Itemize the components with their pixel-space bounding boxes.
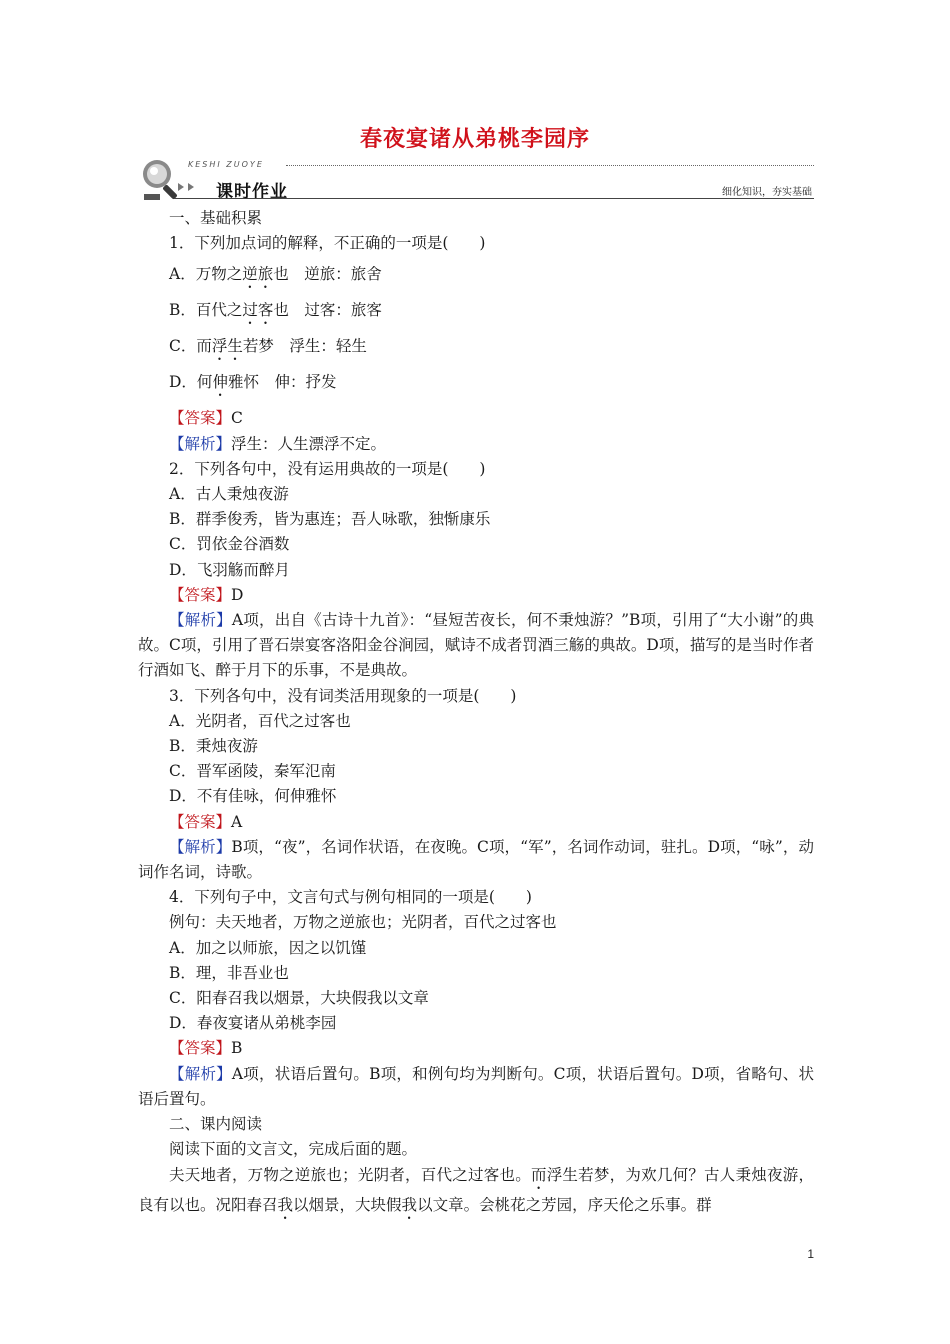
section-heading: 二、课内阅读 (169, 1115, 263, 1134)
page-number: 1 (807, 1247, 814, 1261)
section-heading: 一、基础积累 (169, 209, 263, 227)
option-d: D．不有佳咏，何伸雅怀 (169, 787, 337, 806)
banner-heading (174, 178, 342, 202)
option-c: C．而浮生若梦 浮生：轻生 (169, 337, 367, 356)
banner-pinyin: KESHI ZUOYE (188, 160, 264, 169)
option-c: C．晋军函陵，秦军氾南 (169, 762, 336, 781)
option-a: A．加之以师旅，因之以饥馑 (169, 938, 367, 957)
option-b: B．群季俊秀，皆为惠连；吾人咏歌，独惭康乐 (169, 510, 491, 529)
reading-instruction: 阅读下面的文言文，完成后面的题。 (169, 1140, 418, 1159)
option-a: A．万物之逆旅也 逆旅：旅舍 (169, 265, 382, 284)
arrow-icon (174, 178, 214, 196)
option-a: A．光阴者，百代之过客也 (169, 711, 351, 730)
option-b: B．秉烛夜游 (169, 737, 258, 756)
analysis-line: 【解析】A项，出自《古诗十九首》：“昼短苦夜长，何不秉烛游？”B项，引用了“大小谢”的典故。C项，引用了晋石崇宴客洛阳金谷涧园，赋诗不成者罚酒三觞的典故。D项，描写的是当时作者行酒如飞、醉于月下的乐事，不是典故。 (138, 611, 814, 680)
option-d: D．飞羽觞而醉月 (169, 560, 290, 579)
answer-line: 【答案】C (169, 409, 243, 428)
question-stem: 4．下列句子中，文言句式与例句相同的一项是( ) (169, 888, 532, 907)
answer-line: 【答案】A (169, 812, 243, 831)
page-title: 春夜宴诸从弟桃李园序 (359, 126, 590, 152)
analysis-line: 【解析】浮生：人生漂浮不定。 (169, 434, 387, 453)
option-a: A．古人秉烛夜游 (169, 485, 289, 504)
option-b: B．理，非吾业也 (169, 963, 289, 982)
answer-line: 【答案】B (169, 1039, 243, 1058)
homework-banner (138, 156, 814, 204)
document-body (138, 206, 814, 1223)
reading-passage: 夫天地者，万物之逆旅也；光阴者，百代之过客也。而浮生若梦，为欢几何？古人秉烛夜游，良有以也。况阳春召我以烟景，大块假我以文章。会桃花之芳园，序天伦之乐事。群 (138, 1165, 814, 1214)
option-c: C．阳春召我以烟景，大块假我以文章 (169, 989, 429, 1008)
banner-underline (174, 198, 814, 199)
example-sentence: 例句：夫天地者，万物之逆旅也；光阴者，百代之过客也 (169, 913, 557, 932)
question-stem: 1．下列加点词的解释，不正确的一项是( ) (169, 234, 486, 253)
option-d: D．春夜宴诸从弟桃李园 (169, 1014, 337, 1033)
banner-motto: 细化知识，夯实基础 (722, 187, 812, 198)
answer-line: 【答案】D (169, 585, 244, 604)
dotted-divider (286, 165, 814, 166)
option-d: D．何伸雅怀 伸：抒发 (169, 373, 337, 392)
analysis-line: 【解析】A项，状语后置句。B项，和例句均为判断句。C项，状语后置句。D项，省略句、状语后置句。 (138, 1064, 814, 1108)
question-stem: 2．下列各句中，没有运用典故的一项是( ) (169, 459, 486, 478)
question-stem: 3．下列各句中，没有词类活用现象的一项是( ) (169, 686, 517, 705)
option-c: C．罚依金谷酒数 (169, 535, 290, 554)
banner-heading-text: 课时作业 (216, 182, 288, 202)
analysis-line: 【解析】B项，“夜”，名词作状语，在夜晚。C项，“军”，名词作动词，驻扎。D项，“咏”，动词作名词，诗歌。 (138, 837, 814, 882)
option-b: B．百代之过客也 过客：旅客 (169, 301, 382, 320)
